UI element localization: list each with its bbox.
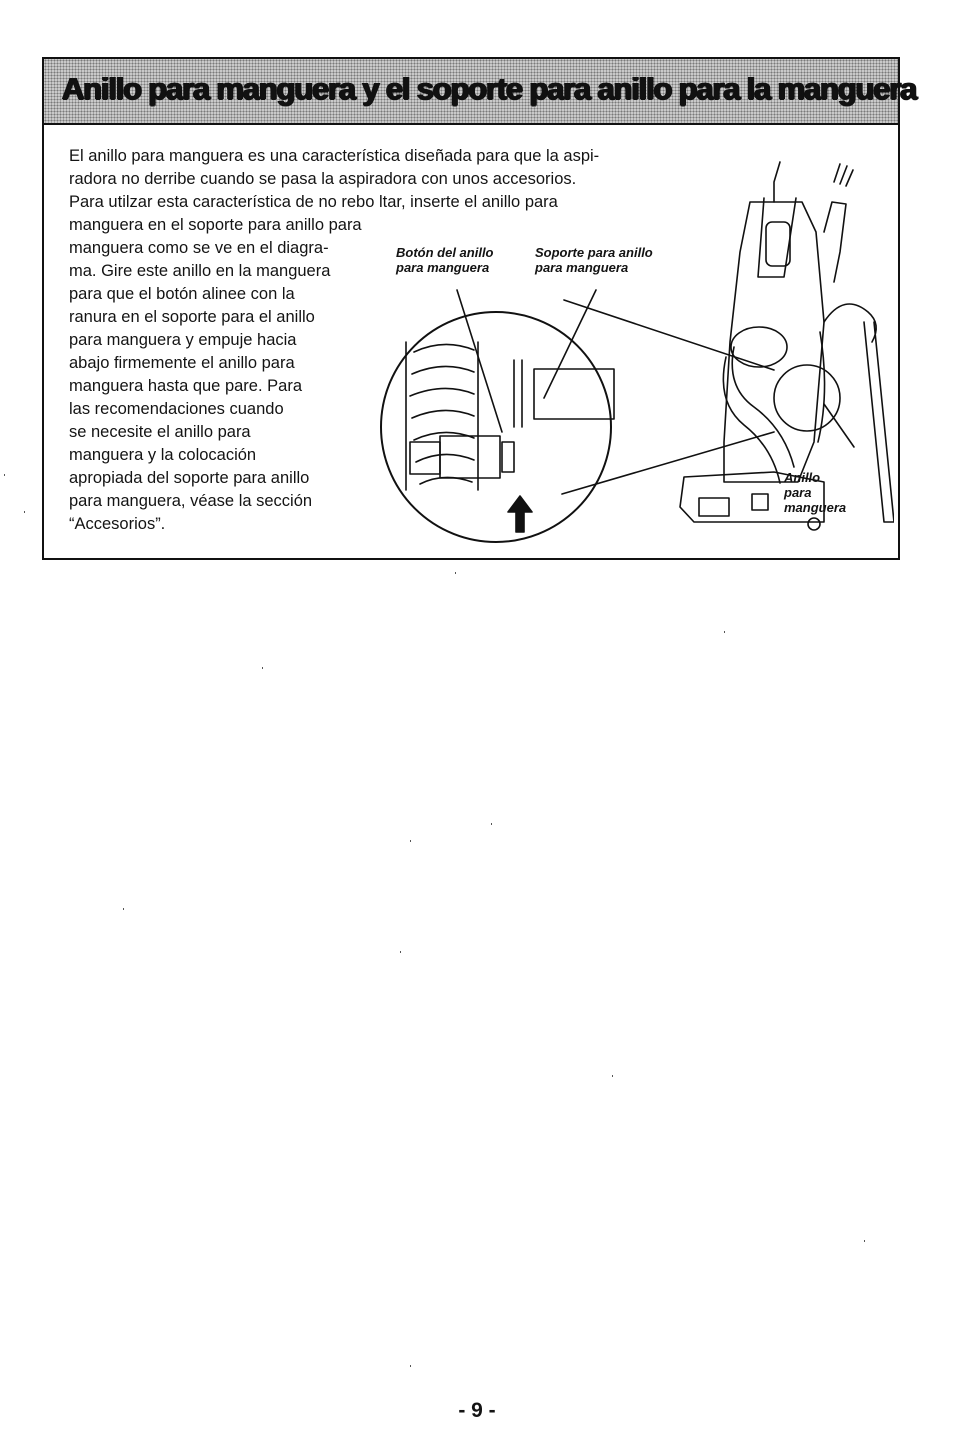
- hose-ring-section: [42, 57, 917, 560]
- ring-button: [502, 442, 514, 472]
- arrow-up-icon: [508, 496, 532, 532]
- scan-speck: [455, 572, 456, 574]
- body-line: ranura en el soporte para el anillo: [69, 308, 315, 326]
- ring-location-circle: [774, 365, 840, 431]
- body-line: las recomendaciones cuando: [69, 400, 284, 418]
- scan-speck: [410, 1365, 411, 1367]
- hose-closeup: [406, 342, 478, 490]
- detail-circle: [381, 312, 611, 542]
- scan-speck: [410, 840, 411, 842]
- body-line: El anillo para manguera es una característica diseñada para que la aspi-: [69, 147, 600, 165]
- scan-speck: [4, 474, 5, 476]
- scan-speck: [24, 511, 25, 513]
- section-header: [44, 59, 917, 125]
- body-line: ma. Gire este anillo en la manguera: [69, 262, 331, 280]
- leader-line: [544, 290, 596, 398]
- page-number: - 9 -: [458, 1399, 496, 1422]
- scan-speck: [491, 823, 492, 825]
- body-line: apropiada del soporte para anillo: [69, 469, 310, 487]
- scan-speck: [400, 951, 401, 953]
- body-line: para manguera, véase la sección: [69, 492, 313, 510]
- ring-label: Anillo para manguera: [784, 470, 847, 515]
- scan-speck: [724, 631, 725, 633]
- body-line: para que el botón alinee con la: [69, 285, 295, 303]
- holder-label: Soporte para anillo para manguera: [535, 245, 653, 275]
- body-line: manguera en el soporte para anillo para: [69, 216, 362, 234]
- scan-speck: [864, 1240, 865, 1242]
- hose-ring: [440, 436, 500, 478]
- scan-speck: [612, 1075, 613, 1077]
- button-label: Botón del anillo para manguera: [396, 245, 494, 275]
- body-line: se necesite el anillo para: [69, 423, 251, 441]
- body-line: manguera y la colocación: [69, 446, 257, 464]
- body-line: para manguera y empuje hacia: [69, 331, 297, 349]
- body-line: “Accesorios”.: [69, 515, 166, 533]
- zoom-line: [564, 300, 774, 370]
- body-line: abajo firmemente el anillo para: [69, 354, 295, 372]
- body-line: manguera hasta que pare. Para: [69, 377, 302, 395]
- scan-speck: [123, 908, 124, 910]
- scan-speck: [262, 667, 263, 669]
- section-title: Anillo para manguera y el soporte para anillo para la manguera: [62, 71, 917, 106]
- body-line: Para utilzar esta característica de no rebo ltar, inserte el anillo para: [69, 193, 558, 211]
- body-line: manguera como se ve en el diagra-: [69, 239, 329, 257]
- zoom-line: [562, 432, 774, 494]
- body-line: radora no derribe cuando se pasa la aspiradora con unos accesorios.: [69, 170, 577, 188]
- leader-line: [824, 404, 854, 447]
